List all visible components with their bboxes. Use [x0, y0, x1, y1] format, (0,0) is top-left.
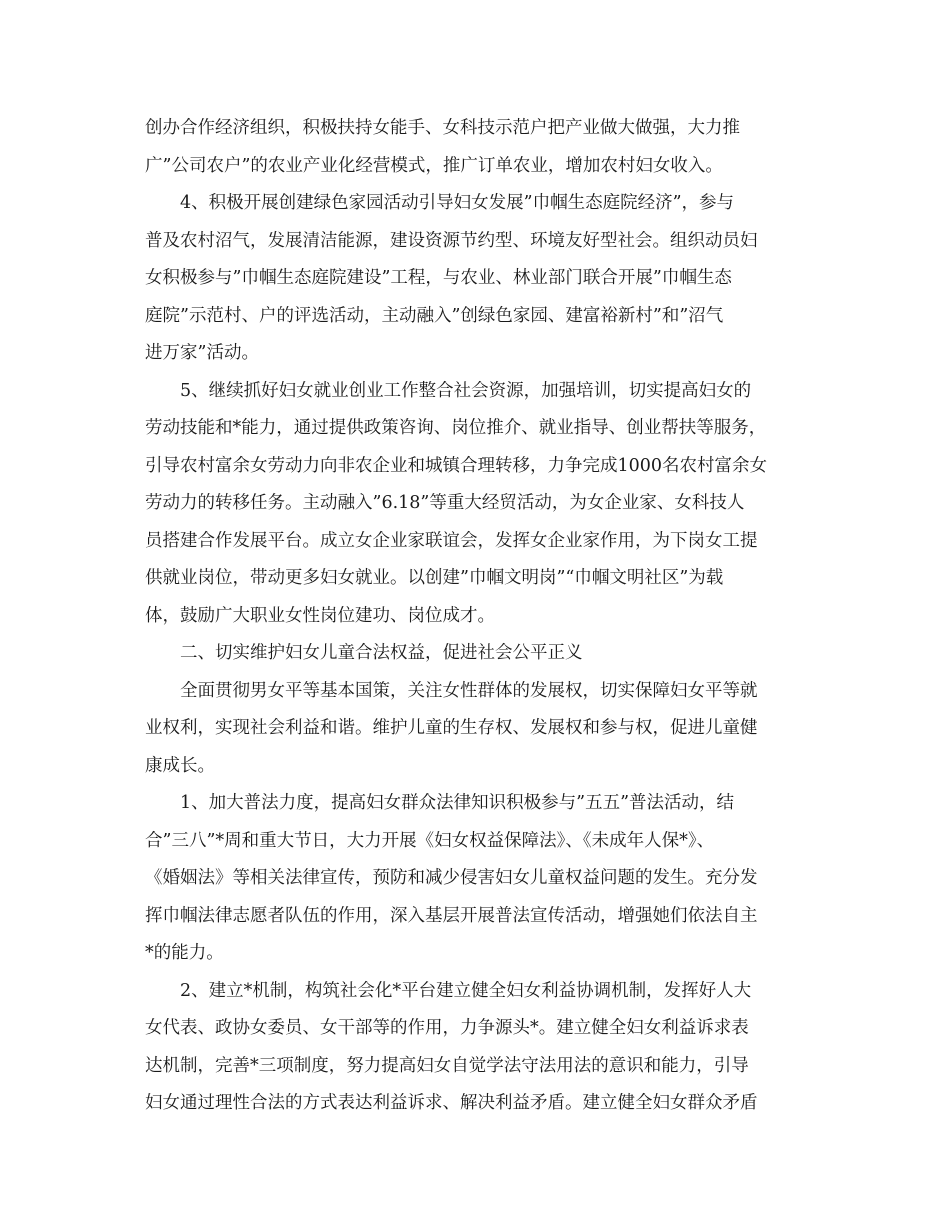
text-line: 创办合作经济组织，积极扶持女能手、女科技示范户把产业做大做强，大力推 [145, 118, 740, 138]
text-line: 全面贯彻男女平等基本国策，关注女性群体的发展权，切实保障妇女平等就 [180, 680, 758, 701]
text-line: 进万家”活动。 [145, 343, 259, 363]
text-line: 5、继续抓好妇女就业创业工作整合社会资源，加强培训，切实提高妇女的 [180, 380, 752, 401]
text-line: 2、建立*机制，构筑社会化*平台建立健全妇女利益协调机制，发挥好人大 [180, 980, 752, 1001]
text-line: 女积极参与”巾帼生态庭院建设”工程，与农业、林业部门联合开展”巾帼生态 [145, 268, 732, 288]
text-line: 康成长。 [145, 755, 215, 776]
text-line: *的能力。 [145, 943, 224, 963]
text-line: 女代表、政协女委员、女干部等的作用，力争源头*。建立健全妇女利益诉求表 [145, 1018, 749, 1038]
text-line: 庭院”示范村、户的评选活动，主动融入”创绿色家园、建富裕新村”和”沼气 [145, 305, 724, 326]
text-line: 二、切实维护妇女儿童合法权益，促进社会公平正义 [180, 643, 583, 663]
text-line: 普及农村沼气，发展清洁能源，建设资源节约型、环境友好型社会。组织动员妇 [145, 230, 758, 251]
document-body [145, 110, 815, 1123]
text-line: 体，鼓励广大职业女性岗位建功、岗位成才。 [145, 605, 495, 626]
text-line: 业权利，实现社会利益和谐。维护儿童的生存权、发展权和参与权，促进儿童健 [145, 718, 758, 738]
text-line: 妇女通过理性合法的方式表达利益诉求、解决利益矛盾。建立健全妇女群众矛盾 [145, 1093, 758, 1113]
text-line: 4、积极开展创建绿色家园活动引导妇女发展”巾帼生态庭院经济”，参与 [180, 193, 735, 213]
text-line: 挥巾帼法律志愿者队伍的作用，深入基层开展普法宣传活动，增强她们依法自主 [145, 905, 758, 926]
text-line: 员搭建合作发展平台。成立女企业家联谊会，发挥女企业家作用，为下岗女工提 [145, 530, 758, 551]
text-line: 1、加大普法力度，提高妇女群众法律知识积极参与”五五”普法活动，结 [180, 793, 735, 813]
text-line: 《婚姻法》等相关法律宣传，预防和减少侵害妇女儿童权益问题的发生。充分发 [145, 868, 758, 888]
text-line: 广”公司农户”的农业产业化经营模式，推广订单农业，增加农村妇女收入。 [145, 155, 723, 176]
text-line: 供就业岗位，带动更多妇女就业。以创建”巾帼文明岗”“巾帼文明社区”为载 [145, 568, 724, 588]
text-line: 达机制，完善*三项制度，努力提高妇女自觉学法守法用法的意识和能力，引导 [145, 1055, 749, 1076]
text-line: 引导农村富余女劳动力向非农企业和城镇合理转移，力争完成1000名农村富余女 [145, 455, 768, 476]
text-line: 合”三八”*周和重大节日，大力开展《妇女权益保障法》、《未成年人保*》、 [145, 830, 715, 851]
text-line: 劳动技能和*能力，通过提供政策咨询、岗位推介、就业指导、创业帮扶等服务， [145, 418, 767, 438]
text-line: 劳动力的转移任务。主动融入”6.18”等重大经贸活动，为女企业家、女科技人 [145, 493, 745, 513]
